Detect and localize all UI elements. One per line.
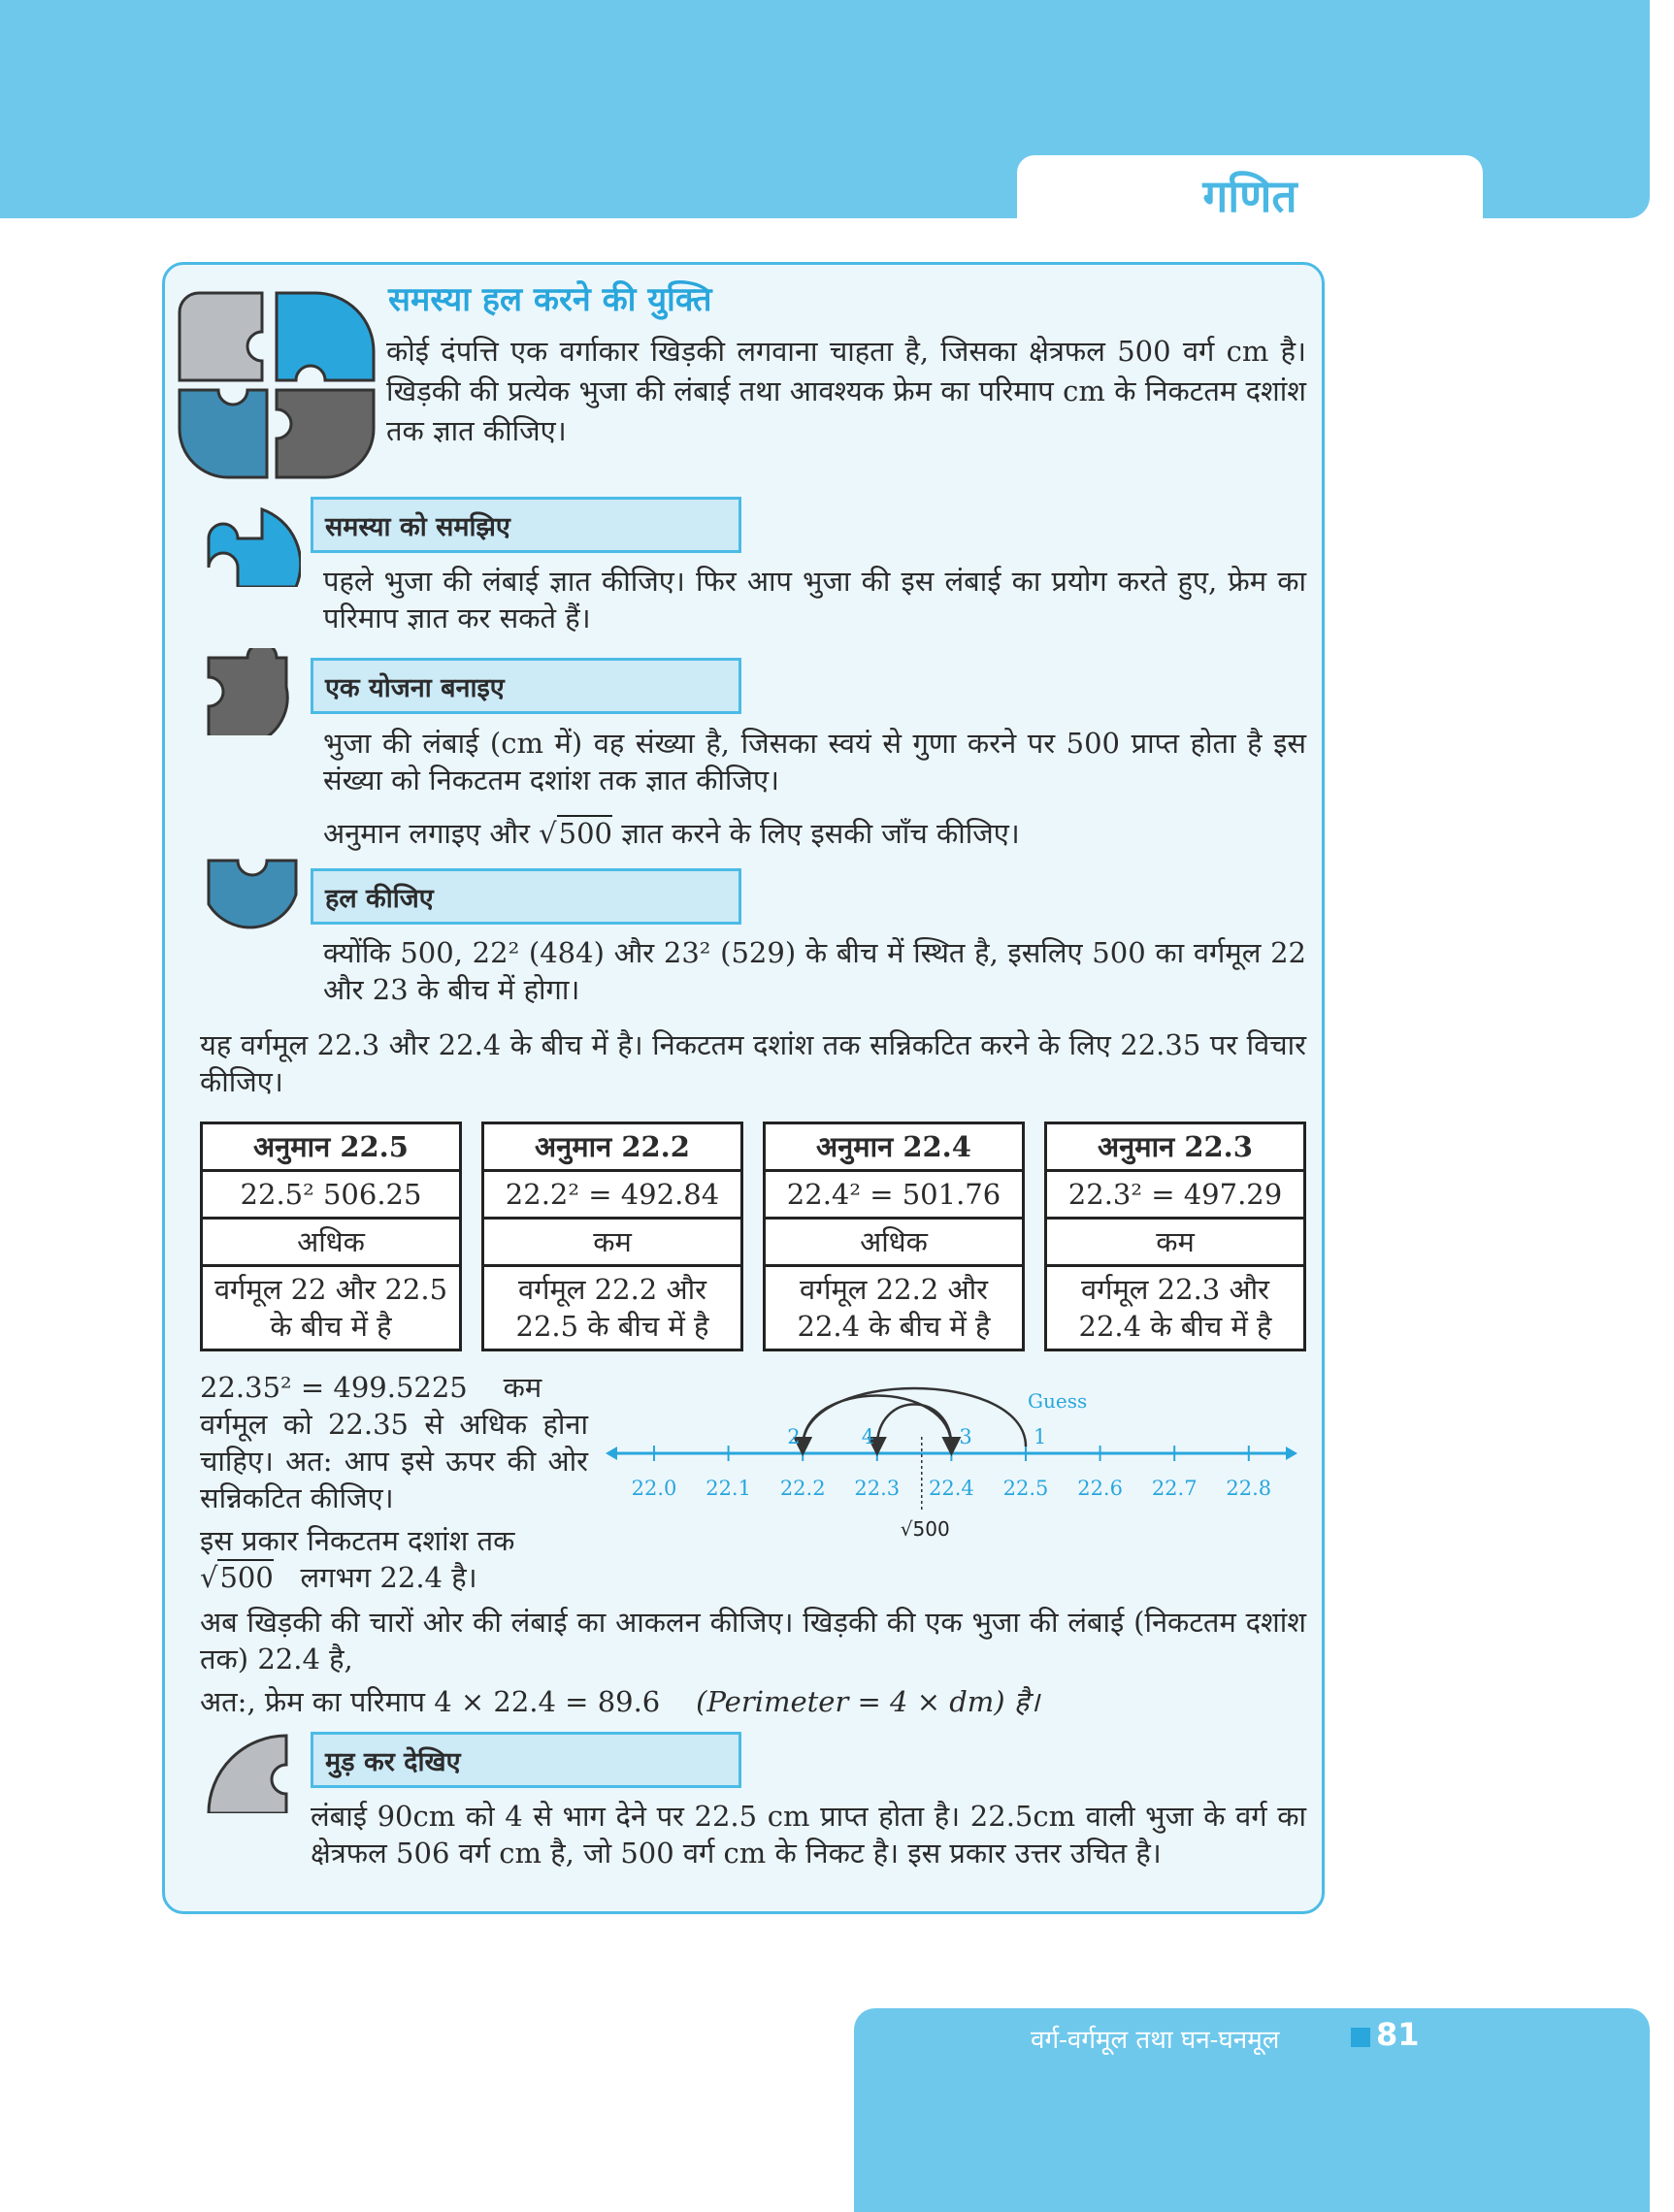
- section-understand-text: पहले भुजा की लंबाई ज्ञात कीजिए। फिर आप भुजा की इस लंबाई का प्रयोग करते हुए, फ्रेम का परिमाप ज्ञात कर सकते हैं।: [323, 565, 1306, 634]
- tick-label: 22.6: [1077, 1477, 1123, 1500]
- conclusion-sqrt: 500: [219, 1561, 274, 1594]
- puzzle-piece-light-gray-icon: [204, 1726, 301, 1813]
- footer-square-icon: [1351, 2028, 1370, 2047]
- guess-calc: 22.4² = 501.76: [765, 1171, 1024, 1219]
- tick-label: 22.1: [706, 1477, 751, 1500]
- section-solve-text: क्योंकि 500, 22² (484) और 23² (529) के बीच में स्थित है, इसलिए 500 का वर्गमूल 22 और 23 के बीच में होगा।: [323, 936, 1306, 1006]
- guess-step-1: 1: [1034, 1425, 1047, 1448]
- conclusion-b: लगभग 22.4 है।: [300, 1561, 477, 1594]
- guess-head: अनुमान 22.4: [765, 1123, 1024, 1171]
- check-calc: 22.35² = 499.5225: [200, 1371, 468, 1404]
- section-plan: एक योजना बनाइए: [311, 658, 741, 714]
- tick-label: 22.5: [1002, 1477, 1049, 1500]
- section-plan-text: भुजा की लंबाई (cm में) वह संख्या है, जिसका स्वयं से गुणा करने पर 500 प्राप्त होता है इस संख्या को निकटतम दशांश तक ज्ञात कीजिए।: [323, 727, 1306, 797]
- guess-table: [763, 1122, 1025, 1351]
- sqrt-500: 500: [558, 817, 613, 850]
- tick-label: 22.7: [1151, 1477, 1198, 1500]
- check-column: [200, 1369, 588, 1596]
- section-look-back-block: [200, 1732, 1306, 1871]
- guess-step-3: 3: [959, 1425, 972, 1448]
- guess-tables: [200, 1122, 1306, 1351]
- guess-arc: [877, 1405, 952, 1448]
- conclusion: इस प्रकार निकटतम दशांश तक √500 लगभग 22.4 है।: [200, 1524, 515, 1594]
- solution-flow: [200, 1026, 1306, 1871]
- puzzle-piece-gray-icon: [204, 648, 301, 735]
- guess-head: अनुमान 22.5: [202, 1123, 461, 1171]
- guess-result: कम: [1046, 1219, 1305, 1266]
- guess-note: वर्गमूल 22 और 22.5 के बीच में है: [202, 1266, 461, 1350]
- section-look-back-text: लंबाई 90cm को 4 से भाग देने पर 22.5 cm प्राप्त होता है। 22.5cm वाली भुजा के वर्ग का क्षेत्रफल 506 वर्ग cm है, जो 500 वर्ग cm के निकट है। इस प्रकार उत्तर उचित है।: [311, 1800, 1306, 1870]
- guess-arc: [803, 1388, 1026, 1447]
- puzzle-piece-dark-blue-icon: [204, 856, 301, 943]
- between-text: यह वर्गमूल 22.3 और 22.4 के बीच में है। निकटतम दशांश तक सन्निकटित करने के लिए 22.35 पर विचार कीजिए।: [200, 1028, 1306, 1098]
- guess-text-b: ज्ञात करने के लिए इसकी जाँच कीजिए।: [621, 817, 1020, 850]
- side-text: अब खिड़की की चारों ओर की लंबाई का आकलन कीजिए। खिड़की की एक भुजा की लंबाई (निकटतम दशांश तक) 22.4 है,: [200, 1606, 1306, 1675]
- check-result: कम: [503, 1371, 542, 1404]
- guess-result: कम: [483, 1219, 742, 1266]
- sqrt-500-label: √500: [900, 1517, 950, 1541]
- guess-note: वर्गमूल 22.2 और 22.4 के बीच में है: [765, 1266, 1024, 1350]
- chapter-title: वर्ग-वर्गमूल तथा घन-घनमूल: [1031, 2026, 1280, 2055]
- check-line: [200, 1369, 588, 1406]
- tick-label: 22.4: [929, 1477, 974, 1500]
- guess-table: [1044, 1122, 1306, 1351]
- subject-title: गणित: [1017, 155, 1483, 223]
- tick-label: 22.2: [779, 1477, 826, 1500]
- guess-calc: 22.5² 506.25: [202, 1171, 461, 1219]
- tick-label: 22.0: [631, 1477, 677, 1500]
- problem-statement: कोई दंपत्ति एक वर्गाकार खिड़की लगवाना चाहता है, जिसका क्षेत्रफल 500 वर्ग cm है। खिड़की की प्रत्येक भुजा की लंबाई तथा आवश्यक फ्रेम का परिमाप cm के निकटतम दशांश तक ज्ञात कीजिए।: [386, 335, 1306, 447]
- guess-table: [481, 1122, 743, 1351]
- guess-note: वर्गमूल 22.3 और 22.4 के बीच में है: [1046, 1266, 1305, 1350]
- box-title: समस्या हल करने की युक्ति: [388, 280, 712, 319]
- tick-label: 22.8: [1226, 1477, 1272, 1500]
- section-plan-guess-line: अनुमान लगाइए और √500 ज्ञात करने के लिए इसकी जाँच कीजिए।: [323, 817, 1020, 850]
- tick-label: 22.3: [854, 1477, 901, 1500]
- perimeter-text: अत:, फ्रेम का परिमाप 4 × 22.4 = 89.6: [200, 1685, 661, 1718]
- guess-note: वर्गमूल 22.2 और 22.5 के बीच में है: [483, 1266, 742, 1350]
- section-understand: समस्या को समझिए: [311, 497, 741, 553]
- section-solve: हल कीजिए: [311, 868, 741, 925]
- guess-step-2: 2: [787, 1425, 801, 1448]
- puzzle-icon: [170, 283, 383, 487]
- check-and-number-line: [200, 1369, 1306, 1596]
- conclusion-a: इस प्रकार निकटतम दशांश तक: [200, 1524, 515, 1557]
- guess-head: अनुमान 22.3: [1046, 1123, 1305, 1171]
- page-number: 81: [1376, 2016, 1420, 2053]
- guess-step-4: 4: [861, 1425, 875, 1448]
- guess-result: अधिक: [765, 1219, 1024, 1266]
- perimeter-line: [200, 1683, 1306, 1720]
- guess-table: [200, 1122, 462, 1351]
- guess-label: Guess: [1028, 1389, 1088, 1413]
- guess-calc: 22.2² = 492.84: [483, 1171, 742, 1219]
- check-text: वर्गमूल को 22.35 से अधिक होना चाहिए। अत: आप इसे ऊपर की ओर सन्निकटित कीजिए।: [200, 1408, 588, 1514]
- guess-calc: 22.3² = 497.29: [1046, 1171, 1305, 1219]
- number-line: [598, 1369, 1306, 1563]
- perimeter-formula: (Perimeter = 4 × dm) है।: [696, 1685, 1040, 1718]
- guess-text-a: अनुमान लगाइए और: [323, 817, 530, 850]
- guess-result: अधिक: [202, 1219, 461, 1266]
- puzzle-piece-blue-icon: [204, 500, 301, 587]
- guess-head: अनुमान 22.2: [483, 1123, 742, 1171]
- section-look-back: मुड़ कर देखिए: [311, 1732, 741, 1788]
